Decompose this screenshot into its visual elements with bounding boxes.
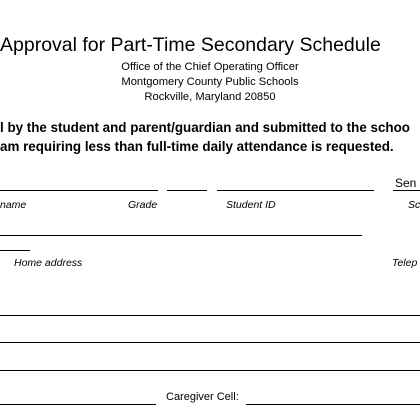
grade-field[interactable] xyxy=(167,190,207,191)
student-id-field[interactable] xyxy=(217,190,374,191)
sen-partial-text: Sen xyxy=(395,176,417,190)
caregiver-cell-label: Caregiver Cell: xyxy=(166,391,239,403)
instruction-line-1: l by the student and parent/guardian and submitted to the schoo xyxy=(0,120,410,135)
parent-signature-field[interactable] xyxy=(0,404,156,405)
grade-label: Grade xyxy=(128,199,158,211)
response-line-1[interactable] xyxy=(0,315,420,316)
instruction-line-2: am requiring less than full-time daily attendance is requested. xyxy=(0,139,394,154)
student-id-label: Student ID xyxy=(226,199,276,211)
district-name: Montgomery County Public Schools xyxy=(121,76,299,88)
name-label: name xyxy=(0,199,27,211)
sc-partial-label: Sc xyxy=(408,199,420,211)
caregiver-cell-field[interactable] xyxy=(246,404,420,405)
office-name: Office of the Chief Operating Officer xyxy=(121,61,299,73)
student-name-field[interactable] xyxy=(0,190,158,191)
response-line-2[interactable] xyxy=(0,342,420,343)
home-address-field[interactable] xyxy=(0,235,362,236)
telephone-partial-label: Telep xyxy=(392,257,418,269)
home-address-field-continued[interactable] xyxy=(0,250,30,251)
response-line-3[interactable] xyxy=(0,370,420,371)
home-address-label: Home address xyxy=(14,257,83,269)
form-title: Approval for Part-Time Secondary Schedule xyxy=(0,34,381,56)
sen-underline xyxy=(393,190,420,191)
city-address: Rockville, Maryland 20850 xyxy=(144,91,276,103)
